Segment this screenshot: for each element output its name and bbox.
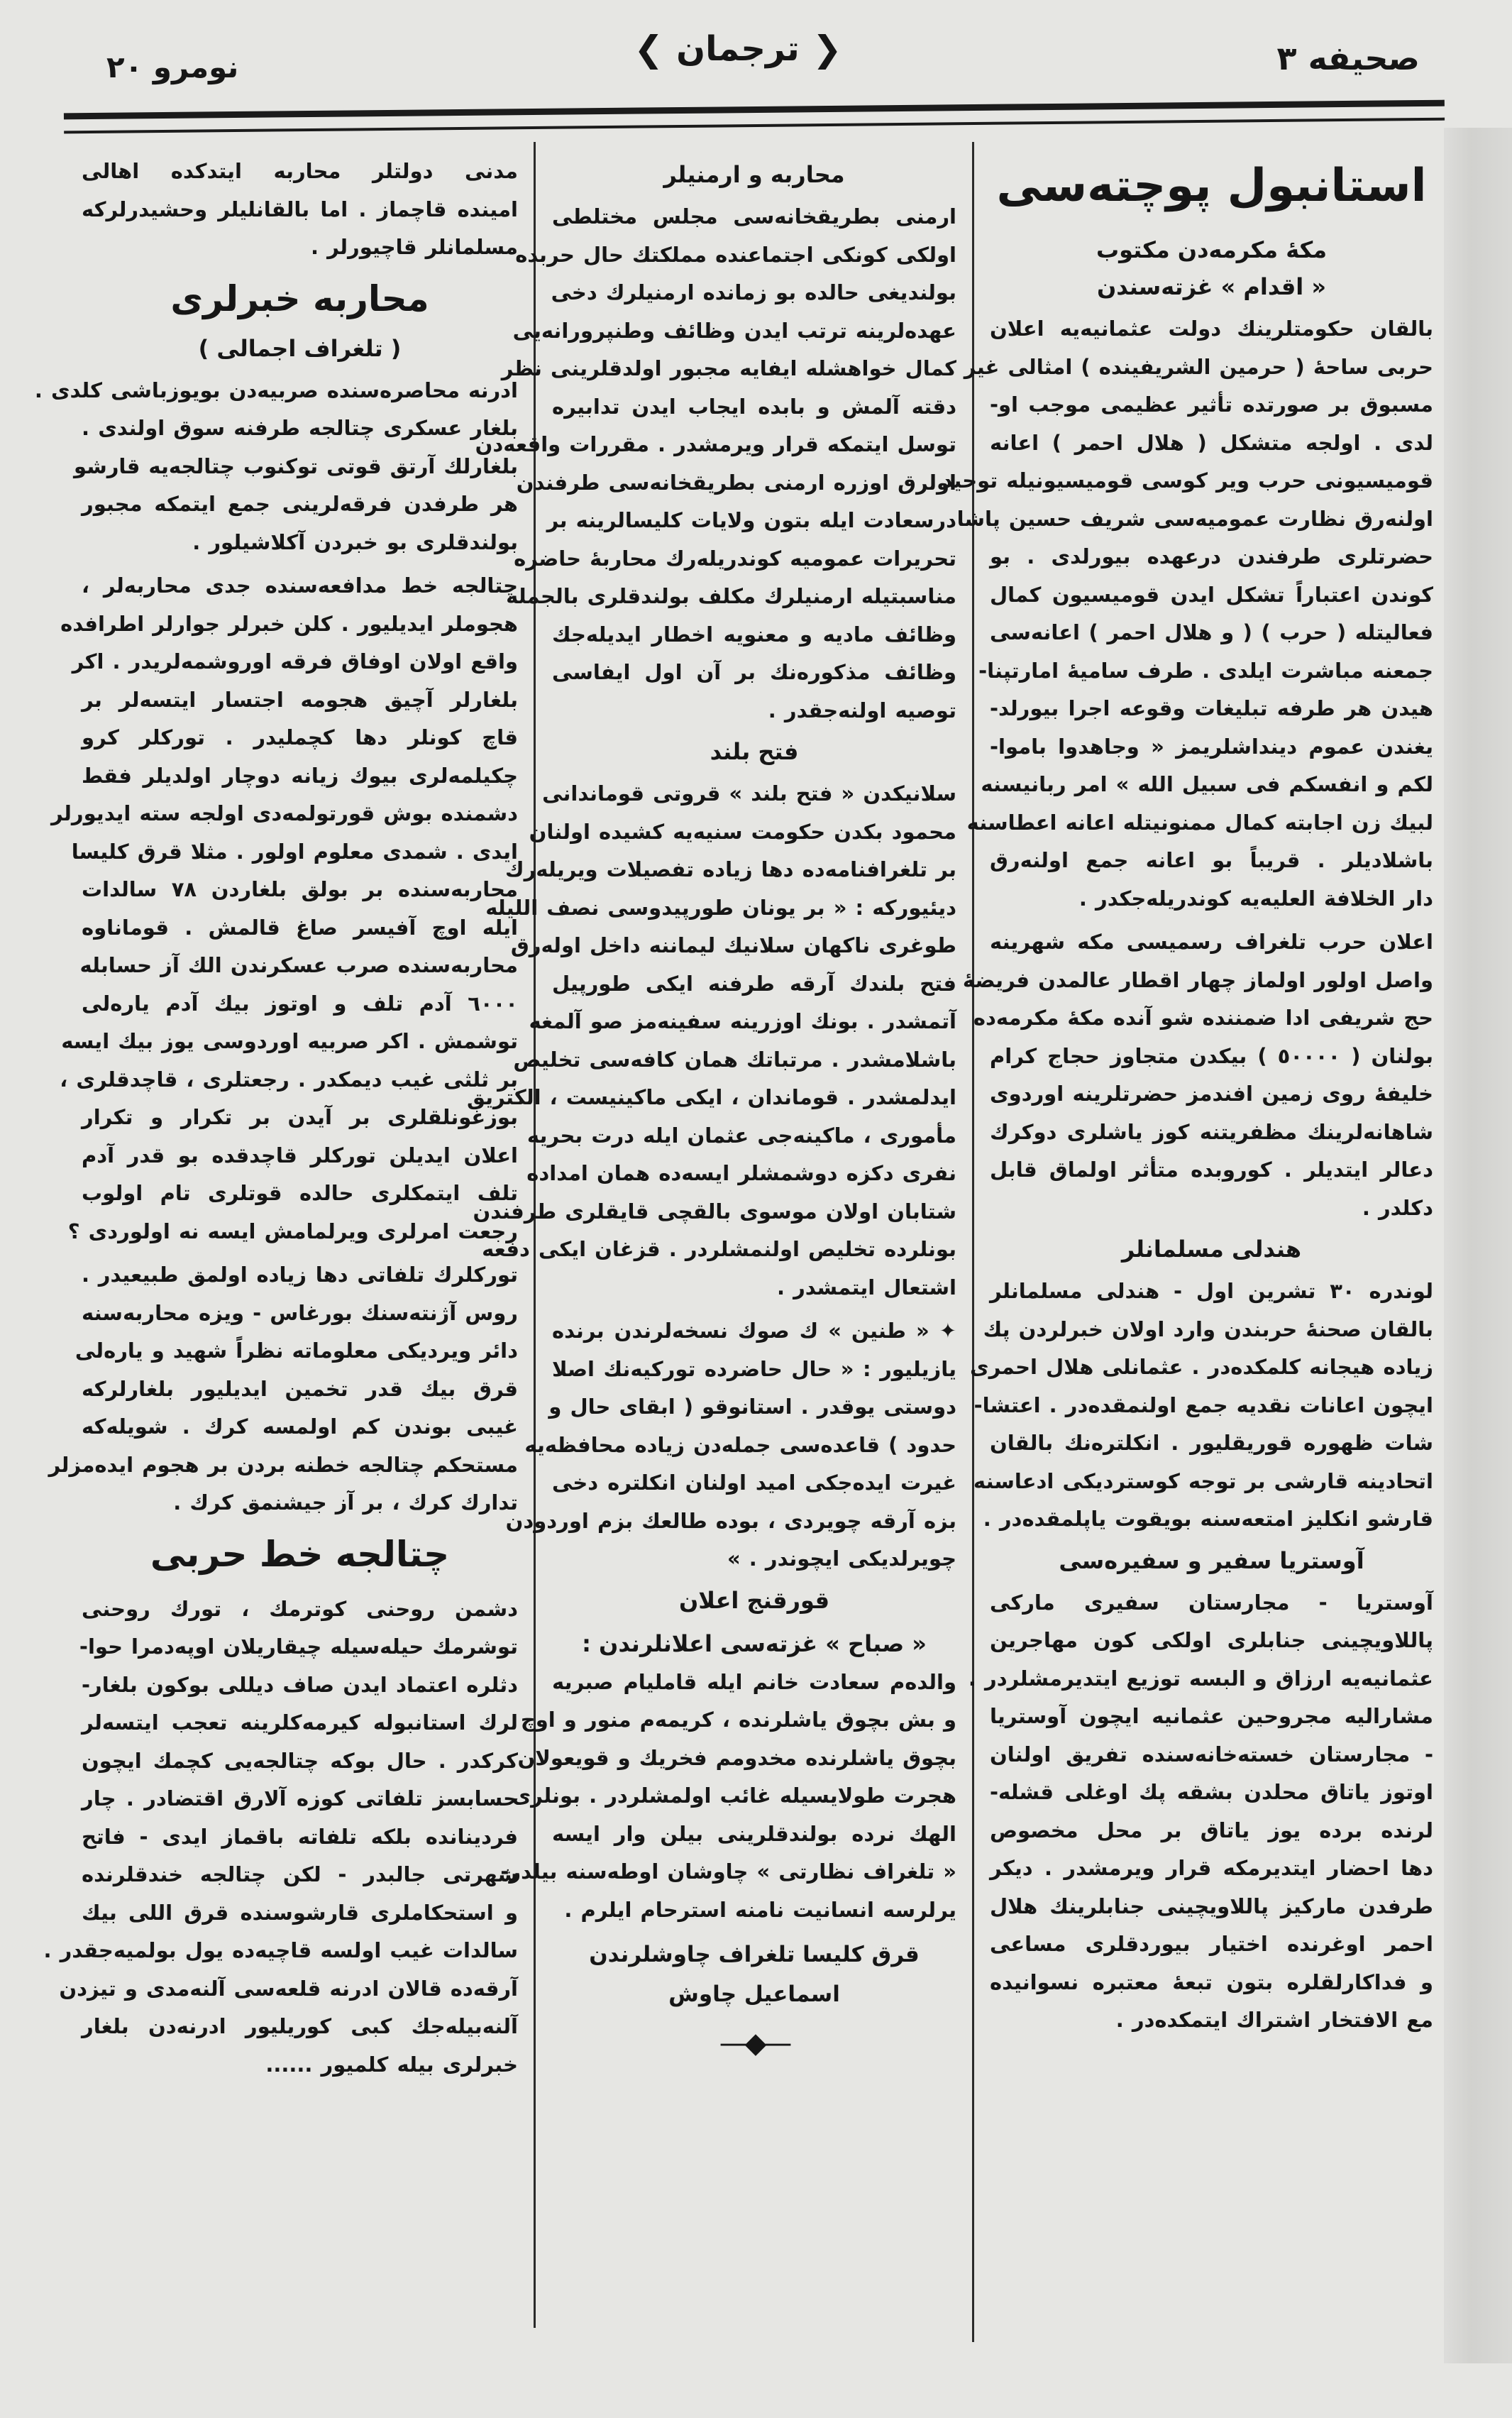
paragraph [51,567,518,1251]
text-line: كوندن اعتباراً تشكل ايدن قوميسيون كمال [990,582,1433,607]
text-line: توصيه اولنه‌جقدر . [768,698,956,722]
text-line: هجرت طولايسيله غائب اولمشلردر . بونلری [512,1784,956,1808]
paragraph [43,1590,518,2084]
text-line: و فداكارلقلره بتون تبعهٔ معتبره نسوانيده [990,1969,1433,1994]
article-subheading: آوستريا سفير و سفيره‌سی [1059,1546,1364,1574]
text-line: دقته آلمش و بابده ايجاب ايدن تدابيره [552,394,956,419]
paragraph [48,1256,518,1522]
ornament-right-icon: ❯ [634,28,664,70]
text-line: لوندره ٣٠ تشرين اول - هندلی مسلمانلر [990,1279,1433,1303]
text-line: ٦٠٠٠ آدم تلف و اوتوز بيك آدم ياره‌لی [82,991,518,1016]
text-line: مدنی دولتلر محاربه ايتدكده اهالی [82,159,518,183]
article-subheading: هندلی مسلمانلر [1121,1236,1302,1263]
text-line: درسعادت ايله بتون ولايات كليسالرينه بر [546,508,956,532]
text-line: بر ثلثی غيب ديمكدر . رجعتلری ، قاچدقلری ، [60,1067,518,1092]
issue-number: نومرو ٢٠ [106,50,239,84]
text-line: تحريرات عموميه كوندريله‌رك محاربهٔ حاضره [514,546,956,571]
text-line: حضرتلری طرفندن درعهده بيورلدی . بو [990,544,1433,568]
text-line: تدارك كرك ، بر آز جيشنمق كرك . [173,1490,518,1515]
page-number-label: صحيفه ٣ [1276,39,1420,77]
text-line: واصل اولور اولماز چهار اقطار عالمدن فريضهٔ [962,967,1433,992]
text-line: امينده قاچماز . اما بالقانليلر وحشيدرلركه [82,197,518,221]
text-line: توشرمك حيله‌سيله چيقاريلان اوپه‌دمرا حوا- [79,1634,518,1659]
text-line: عهده‌لرينه ترتب ايدن وظائف وطنپرورانه‌يی [512,318,956,343]
text-line: رجعت امرلری ويرلمامش ايسه نه اولوردی ؟ [67,1219,518,1243]
text-line: باشلامشدر . مرتباتك همان كافه‌سی تخليص [513,1047,956,1072]
text-line: بزه آرقه چويردی ، بوده طالعك بزم اوردودن [505,1508,956,1533]
text-line: حدود ) قاعده‌سی جمله‌دن زياده محافظه‌يه [524,1432,956,1457]
section-title: استانبول پوچته‌سی [996,160,1427,212]
text-line: اتحادينه قارشی بر توجه كوسترديكی ادعاسنه [973,1468,1433,1493]
text-line: آلنه‌بيله‌جك كبی كوريليور ادرنه‌دن بلغار [82,2014,518,2038]
paragraph [500,1664,956,1930]
text-line: دار الخلافة العليه‌يه كوندريله‌جكدر . [1078,886,1433,911]
text-line: چويرلديكی ايچوندر . » [727,1546,956,1571]
text-line: و استحكاملری قارشوسنده قرق اللی بيك [82,1900,518,1925]
text-line: الهك نرده بولندقلرينی بيلن وار ايسه [552,1821,956,1846]
text-line: فعاليتله ( حرب ) ( و هلال احمر ) اعانه‌سی [990,620,1433,644]
ornament-left-icon: ❮ [812,28,842,70]
text-line: دشمن روحنی كوترمك ، تورك روحنی [82,1596,518,1621]
text-line: حربی ساحهٔ ( حرمين الشريفينده ) امثالی غير [964,354,1433,379]
text-line: محاربه‌سنده صرب عسكرندن الك آز حسابله [79,953,518,977]
paragraph [466,775,956,1307]
text-line: لرنده برده يوز ياتاق بر محل مخصوص [990,1818,1433,1842]
text-line: تلف ايتمكلری حالده قوتلری تام اولوب [82,1181,518,1205]
text-line: لبيك زن اجابته كمال ممنونيتله اعانه اعطاسنه [966,810,1433,835]
text-line: شتابان اولان موسوی بالقچی قايقلری طرفندن [473,1199,956,1224]
text-line: قارشو انكليز امتعه‌سنه بويقوت ياپلمقده‌در . [983,1507,1433,1531]
text-line: بلغار عسكری چتالجه طرفنه سوق اولندی . [82,416,518,440]
text-line: بونلرده تخليص اولنمشلردر . قزغان ايكی دفعه [482,1237,956,1261]
text-line: بلغارلر آچيق هجومه اجتسار ايتسه‌لر بر [82,687,518,712]
text-line: هيدن هر طرفه تبليغات وقوعه اجرا بيورلد- [990,696,1433,720]
text-line: دوستی يوقدر . استانوقو ( ابقای حال و [548,1395,956,1419]
text-line: كركدر . حال بوكه چتالجه‌يی كچمك ايچون [82,1748,518,1773]
text-line: ايدی . شمدی معلوم اولور . مثلا قرق كليسا [71,839,518,864]
text-line: بولنان ( ٥٠٠٠٠ ) بيكدن متجاوز حجاج كرام [990,1043,1433,1068]
text-line: بالقان صحنهٔ حربندن وارد اولان خبرلردن پك [983,1317,1433,1341]
masthead-title: ترجمان [676,29,800,69]
text-line: يغندن عموم دينداشلريمز « وجاهدوا باموا- [990,734,1433,759]
text-line: لرك استانبوله كيرمه‌كلرينه تعجب ايتسه‌لر [82,1710,518,1735]
text-line: بلغارلك آرتق قوتی توكنوب چتالجه‌يه قارشو [74,454,518,478]
text-line: هر طرفدن فرقه‌لرينی جمع ايتمكه مجبور [82,492,518,516]
text-line: شاهانه‌لرينك مظفريتنه كوز ياشلری دوكرك [990,1119,1433,1144]
paragraph [34,372,518,562]
text-line: توركلرك تلفاتی دها زياده اولمق طبيعيدر . [82,1263,518,1287]
text-line: بولندقلری بو خبردن آكلاشيلور . [192,529,518,554]
text-line: دشمنده بوش قورتولمه‌دی اولجه سته ايديورلر [51,801,518,825]
text-line: لدی . اولجه متشكل ( هلال احمر ) اعانه [990,430,1433,455]
text-line: دها احضار ايتديرمكه قرار ويرمشدر . ديكر [990,1856,1433,1880]
text-line: وظائف ماديه و معنويه اخطار ايديله‌جك [552,622,956,647]
text-line: ارمنی بطريقخانه‌سی مجلس مختلطی [552,204,956,229]
paragraph [505,1312,956,1578]
text-line: زياده هيجانه كلمكده‌در . عثمانلی هلال احمری [970,1355,1433,1379]
signature-line: اسماعيل چاوش [668,1982,840,2007]
text-line: والده‌م سعادت خانم ايله قامليام صبريه [552,1669,956,1694]
ornament-divider-icon: —◆— [719,2027,790,2060]
text-line: طوغری ناكهان سلانيك ليماننه داخل اوله‌رق [510,933,956,957]
text-line: طرفدن ماركيز پاللاويچينی جنابلرينك هلال [990,1894,1433,1918]
text-line: لكم و انفسكم فی سبيل الله » امر ربانيسنه [981,772,1433,796]
text-line: آتمشدر . بونك اوزرينه سفينه‌مز صو آلمغه [529,1009,956,1033]
article-subheading: فتح بلند [710,738,799,765]
text-line: قاچ كونلر دها كچمليدر . توركلر كرو [82,725,518,749]
text-line: دعالر ايتديلر . كوروبده متأثر اولماق قابل [990,1158,1433,1182]
article-heading: محاربه خبرلری [170,277,429,319]
text-line: بولنديغی حالده بو زمانده ارمنيلرك دخی [551,280,956,304]
text-line: مشاراليه مجروحين عثمانيه ايچون آوستريا [990,1704,1433,1728]
text-line: بر تلغرافنامه‌ده دها زياده تفصيلات ويريله‌رك [505,857,956,881]
text-line: اولرق اوزره ارمنی بطريقخانه‌سی طرفندن [516,470,956,495]
article-subheading: ( تلغراف اجمالی ) [198,334,402,362]
text-line: ايله اوچ آفيسر صاغ قالمش . قوماناوه [82,915,518,940]
text-line: ادرنه محاصره‌سنده صربيه‌دن بويوزباشی كلدی . [34,378,518,402]
paragraph [82,153,518,267]
text-line: اولكی كونكی اجتماعنده مملكتك حال حربده [515,242,956,267]
text-line: دائر ويرديكی معلوماته نظراً شهيد و ياره‌لی [75,1339,518,1363]
text-line: « تلغراف نظارتی » چاوشان اوطه‌سنه بيلدر- [500,1859,956,1884]
paragraph [942,310,1433,918]
text-line: عثمانيه‌يه ارزاق و البسه توزيع ايتديرمشلردر . [968,1666,1433,1691]
article-heading: چتالجه خط حربی [150,1533,450,1575]
source-line: « صباح » غزته‌سی اعلانلرندن : [582,1630,927,1657]
text-line: مسبوق بر صورتده تأثير عظيمی موجب او- [990,392,1433,417]
article-subheading: محاربه و ارمنيلر [663,161,845,188]
text-line: توشمش . اكر صربيه اوردوسی يوز بيك ايسه [61,1029,518,1053]
text-line: آوستريا - مجارستان سفيری ماركی [990,1590,1433,1615]
text-line: فردينانده بلكه تلفاته باقماز ايدی - فاتح [82,1824,518,1849]
text-line: باشلاديلر . قريباً بو اعانه جمع اولنه‌رق [990,848,1433,872]
text-line: مأموری ، ماكينه‌جی عثمان ايله درت بحريه [526,1123,956,1148]
text-line: مناسبتيله ارمنيلرك مكلف بولندقلری بالجمله [506,584,956,608]
article-subheading: « اقدام » غزته‌سندن [1096,273,1327,300]
text-line: يرلرسه انسانيت نامنه استرحام ايلرم . [564,1897,956,1922]
text-line: سالدات غيب اولسه قاچيه‌ده يول بولميه‌جقدر . [43,1938,518,1962]
paragraph [475,198,956,730]
text-line: يازيليور : « حال حاضرده توركيه‌نك اصلا [552,1356,956,1381]
text-line: نفری دكزه دوشمشلر ايسه‌ده همان امداده [526,1161,956,1185]
article-subheading: مكهٔ مكرمه‌دن مكتوب [1096,236,1328,263]
text-line: محاربه‌سنده بر بولق بلغاردن ٧٨ سالدات [82,877,518,901]
text-line: وظائف مذكوره‌نك بر آن اول ايفاسی [552,660,956,684]
text-line: قرق بيك قدر تخمين ايديليور بلغارلركه [82,1376,518,1401]
text-line: غيبی بوندن كم اولمسه كرك . شويله‌كه [82,1414,518,1439]
text-line: پاللاويچينی جنابلری اولكی كون مهاجرين [990,1628,1433,1652]
text-line: مع الافتخار اشتراك ايتمكده‌در . [1115,2008,1433,2032]
text-line: اشتعال ايتمشدر . [777,1275,956,1299]
text-line: ايچون اعانات نقديه جمع اولنمقده‌در . اعتشا- [973,1392,1433,1417]
page-edge-bleed [1444,128,1512,2363]
text-line: هجوملر ايديليور . كلن خبرلر جوارلر اطرافده [60,611,518,636]
text-line: احمر اوغرنده اختيار بيوردقلری مساعی [990,1932,1433,1956]
text-line: بالقان حكومتلرينك دولت عثمانيه‌يه اعلان [990,317,1433,341]
text-line: توسل ايتمكه قرار ويرمشدر . مقررات واقعه‌دن [475,432,956,456]
text-line: خبرلری بيله كلميور ...... [265,2052,518,2077]
text-line: خليفهٔ روی زمين افندمز حضرتلرينه اوردوی [990,1082,1433,1106]
text-line: بوزغونلقلری بر آيدن بر تكرار و تكرار [82,1105,518,1129]
paragraph [968,1584,1433,2040]
text-line: محمود بكدن حكومت سنيه‌يه كشيده اولنان [529,819,956,844]
text-line: مسلمانلر قاچيورلر . [310,235,518,259]
text-line: واقع اولان اوفاق فرقه اوروشمه‌لريدر . اكر [72,649,518,674]
paragraph [970,1273,1433,1539]
column-middle [466,153,956,2060]
text-line: مستحكم چتالجه خطنه بردن بر هجوم ايده‌مزلر [48,1452,518,1477]
column-right [942,153,1433,2045]
text-line: شهرتی جالبدر - لكن چتالجه خندقلرنده [82,1862,518,1886]
text-line: فتح بلندك آرقه طرفنه ايكی طورپيل [552,971,956,996]
paragraph [962,923,1433,1227]
column-left [34,153,518,2089]
article-subheading: قورقنج اعلان [678,1586,830,1614]
text-line: اوتوز ياتاق محلدن بشقه پك اوغلی قشله- [990,1780,1433,1804]
text-line: حسابسز تلفاتی كوزه آلارق اقتضادر . چار [82,1786,518,1810]
text-line: غيرت ايده‌جكی اميد اولنان انكلتره دخی [552,1471,956,1495]
text-line: اعلان حرب تلغراف رسميسی مكه شهرينه [990,930,1433,954]
header-rule [64,100,1445,134]
text-line: روس آژنته‌سنك بورغاس - ويزه محاربه‌سنه [82,1300,518,1325]
text-line: آرقه‌ده قالان ادرنه قلعه‌سی آلنه‌مدی و تيزدن [59,1976,518,2001]
text-line: شات ظهوره قوريقليور . انكلتره‌نك بالقان [990,1431,1433,1455]
text-line: اولنه‌رق نظارت عموميه‌سی شريف حسين پاشا [956,506,1433,531]
text-line: قوميسيونی حرب وير كوسی قوميسيونيله توحيد [942,468,1433,493]
text-line: دثلره اعتماد ايدن صاف ديللی بوكون بلغار- [82,1672,518,1697]
text-line: دكلدر . [1362,1195,1433,1220]
text-line: ايدلمشدر . قوماندان ، ايكی ماكينيست ، الكتريق [466,1085,956,1109]
masthead [634,28,841,70]
text-line: ديئيوركه : « بر يونان طورپيدوسی نصف الليله [485,895,956,920]
text-line: بچوق ياشلرنده مخدومم فخريك و قويعولان [517,1745,956,1770]
text-line: چتالجه خط مدافعه‌سنده جدی محاربه‌لر ، [82,573,518,598]
text-line: حج شريفی ادا ضمننده شو آنده مكهٔ مكرمه‌ده [973,1006,1433,1030]
text-line: چكيلمه‌لری بيوك زيانه دوچار اولديلر فقط [82,763,518,788]
text-line: سلانيكدن « فتح بلند » قروتی قوماندانی [542,781,956,806]
text-line: - مجارستان خسته‌خانه‌سنده تفريق اولنان [990,1742,1433,1766]
text-line: و بش بچوق ياشلرنده ، كريمه‌م منور و اوچ [520,1708,956,1732]
text-line: جمعنه مباشرت ايلدی . طرف ساميهٔ امارتپنا- [978,658,1433,683]
text-line: كمال خواهشله ايفايه مجبور اولدقلرينی نظر [501,356,956,380]
text-line: ✦ « طنين » ك صوك نسخه‌لرندن برنده [552,1319,956,1343]
signature-line: قرق كليسا تلغراف چاوشلرندن [589,1942,920,1967]
text-line: اعلان ايديلن توركلر قاچدقده بو قدر آدم [82,1143,518,1167]
